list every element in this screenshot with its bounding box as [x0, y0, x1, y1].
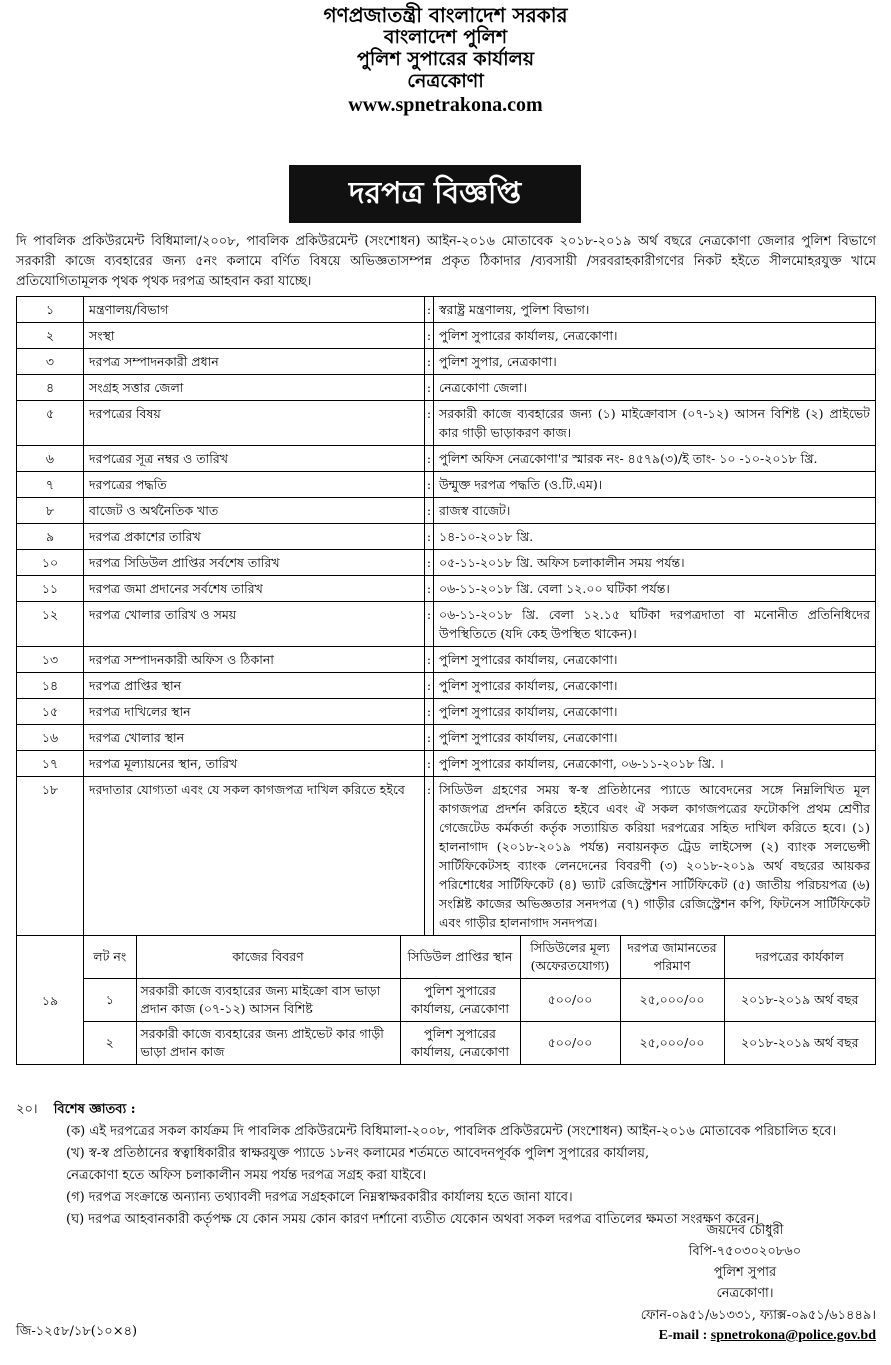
lot-number: ১: [84, 979, 136, 1022]
row-value: পুলিশ সুপারের কার্যালয়, নেত্রকোণা।: [434, 673, 876, 699]
lot-period: ২০১৮-২০১৯ অর্থ বছর: [724, 1022, 875, 1065]
table-row: [17, 375, 876, 401]
note-gha: (ঘ) দরপত্র আহবানকারী কর্তৃপক্ষ যে কোন সময় কোন কারণ দর্শানো ব্যতীত যেকোন অথবা সকল দরপত্র বাতিলের ক্ষমতা সংরক্ষণ করেন।: [66, 1212, 760, 1227]
table-row: [17, 699, 876, 725]
row-colon: :: [425, 647, 434, 673]
row-number: ১৪: [17, 673, 84, 699]
office-title: পুলিশ সুপারের কার্যালয়: [356, 48, 535, 70]
table-row: [17, 673, 876, 699]
row-colon: :: [425, 550, 434, 576]
row-value: ০৫-১১-২০১৮ খ্রি. অফিস চলাকালীন সময় পর্যন্ত।: [434, 550, 876, 576]
row-number: ৯: [17, 524, 84, 550]
table-row: [17, 472, 876, 498]
signatory-name: জয়দেব চৌধুরী: [706, 1223, 784, 1238]
row-label: দরপত্র সিডিউল প্রাপ্তির সর্বশেষ তারিখ: [84, 550, 425, 576]
row-number: ১: [17, 297, 84, 323]
note-kha-line1: (খ) স্ব-স্ব প্রতিষ্ঠানের স্বত্বাধিকারীর স্বাক্ষরযুক্ত প্যাডে ১৮নং কলামের শর্তমতে আবেদনপূর্বক পুলিশ সুপারের কার্যালয়,: [66, 1146, 650, 1161]
row-number: ৩: [17, 349, 84, 375]
row-number: ৫: [17, 401, 84, 446]
row-colon: :: [425, 751, 434, 777]
phone-fax: ফোন-০৯৫১/৬১৩৩১, ফ্যাক্স-০৯৫১/৬১৪৪৯।: [640, 1308, 876, 1323]
row-value: নেত্রকোণা জেলা।: [434, 375, 876, 401]
row-label: দরপত্র জমা প্রদানের সর্বশেষ তারিখ: [84, 576, 425, 602]
row-value: পুলিশ সুপারের কার্যালয়, নেত্রকোণা।: [434, 647, 876, 673]
row-colon: :: [425, 446, 434, 472]
table-row: [17, 576, 876, 602]
signature-block: [600, 1220, 890, 1304]
lot-place: পুলিশ সুপারের কার্যালয়, নেত্রকোণা: [400, 1022, 520, 1065]
intro-paragraph: দি পাবলিক প্রকিউরমেন্ট বিধিমালা/২০০৮, পাবলিক প্রকিউরমেন্ট (সংশোধন) আইন-২০১৬ মোতাবেক ২০১৮-২০১৯ অর্থ বছরে নেত্রকোণা জেলার পুলিশ বিভাগে সরকারী কাজে ব্যবহারের জন্য ৫নং কলামে বর্ণিত বিষয়ে অভিজ্ঞতাসম্পন্ন প্রকৃত ঠিকাদার /ব্যবসায়ী /সরবরাহকারীগণের নিকট হইতে সীলমোহরযুক্ত খামে প্রতিযোগিতামূলক পৃথক পৃথক দরপত্র আহবান করা যাচ্ছে।: [16, 234, 876, 289]
lots-header-price: সিডিউলের মূল্য (অফেরতযোগ্য): [520, 936, 620, 979]
row-label: দরপত্র সম্পাদনকারী প্রধান: [84, 349, 425, 375]
row-label: দরপত্র খোলার স্থান: [84, 725, 425, 751]
row-number: ২: [17, 323, 84, 349]
lot-price: ৫০০/০০: [520, 1022, 620, 1065]
lots-header-period: দরপত্রের কার্যকাল: [724, 936, 875, 979]
row-value: পুলিশ সুপারের কার্যালয়, নেত্রকোণা, ০৬-১১-২০১৮ খ্রি. ।: [434, 751, 876, 777]
table-row: [17, 524, 876, 550]
row-colon: :: [425, 401, 434, 446]
table-row: [17, 323, 876, 349]
row-colon: :: [425, 524, 434, 550]
row-value: উন্মুক্ত দরপত্র পদ্ধতি (ও.টি.এম)।: [434, 472, 876, 498]
row-colon: :: [425, 375, 434, 401]
row-number: ১৮: [17, 777, 84, 936]
table-row: [17, 446, 876, 472]
row-value: পুলিশ সুপারের কার্যালয়, নেত্রকোণা।: [434, 699, 876, 725]
notes-number: ২০।: [16, 1102, 38, 1117]
lot-row: [84, 1022, 875, 1065]
row-colon: :: [425, 777, 434, 936]
row-value: সিডিউল গ্রহণের সময় স্ব-স্ব প্রতিষ্ঠানের প্যাডে আবেদনের সঙ্গে নিম্নলিখিত মূল কাগজপত্র প্রদর্শন করিতে হইবে এবং ঐ সকল কাগজপত্রের ফটোকপি প্রথম শ্রেণীর গেজেটেড কর্মকর্তা কর্তৃক সত্যায়িত করিয়া দরপত্রের সহিত দাখিল করিতে হবে। (১) হালনাগাদ (২০১৮-২০১৯ পর্যন্ত) নবায়নকৃত ট্রেড লাইসেন্স (২) ব্যাংক সলভেন্সী সার্টিফিকেটসহ ব্যাংক লেনদেনের বিবরণী (৩) ২০১৮-২০১৯ অর্থ বছরের আয়কর পরিশোধের সার্টিফিকেট (৪) ভ্যাট রেজিস্ট্রেশন সার্টিফিকেট (৫) জাতীয় পরিচয়পত্র (৬) সংশ্লিষ্ট কাজের অভিজ্ঞতার সনদপত্র (৭) গাড়ীর রেজিস্ট্রেশন কপি, ফিটনেস সার্টিফিকেট এবং গাড়ীর হালনাগাদ সনদপত্র।: [434, 777, 876, 936]
row-number: ৪: [17, 375, 84, 401]
table-row-19: [17, 936, 876, 1065]
row-label: সংগ্রহ সত্তার জেলা: [84, 375, 425, 401]
lot-number: ২: [84, 1022, 136, 1065]
tender-notice-banner: দরপত্র বিজ্ঞপ্তি: [289, 165, 581, 223]
row-value: পুলিশ সুপারের কার্যালয়, নেত্রকোণা।: [434, 323, 876, 349]
row-number: ১৯: [17, 936, 84, 1065]
row-number: ১৫: [17, 699, 84, 725]
row-value: পুলিশ সুপার, নেত্রকাণা।: [434, 349, 876, 375]
row-label: দরপত্র প্রাপ্তির স্থান: [84, 673, 425, 699]
row-value: ০৬-১১-২০১৮ খ্রি. বেলা ১২.০০ ঘটিকা পর্যন্ত।: [434, 576, 876, 602]
row-value: স্বরাষ্ট্র মন্ত্রণালয়, পুলিশ বিভাগ।: [434, 297, 876, 323]
row-number: ১০: [17, 550, 84, 576]
lots-header-desc: কাজের বিবরণ: [136, 936, 400, 979]
lot-price: ৫০০/০০: [520, 979, 620, 1022]
website-link[interactable]: www.spnetrakona.com: [348, 94, 543, 116]
lot-security: ২৫,০০০/০০: [620, 1022, 724, 1065]
row-label: দরপত্রের বিষয়: [84, 401, 425, 446]
row-colon: :: [425, 699, 434, 725]
row-colon: :: [425, 498, 434, 524]
row-number: ১১: [17, 576, 84, 602]
govt-press-code: জি-১২৫৮/১৮(১০×৪): [16, 1324, 138, 1339]
row-number: ১৭: [17, 751, 84, 777]
note-ka: (ক) এই দরপত্রের সকল কার্যক্রম দি পাবলিক প্রকিউরমেন্ট বিধিমালা-২০০৮, পাবলিক প্রকিউরমেন্ট (সংশোধন) আইন-২০১৬ মোতাবেক পরিচালিত হবে।: [66, 1124, 837, 1139]
row-colon: :: [425, 725, 434, 751]
table-row: [17, 349, 876, 375]
lots-table: [84, 936, 875, 1064]
signatory-place: নেত্রকোণা।: [716, 1286, 774, 1301]
police-title: বাংলাদেশ পুলিশ: [383, 26, 508, 48]
notes-title: বিশেষ জ্ঞাতব্য :: [53, 1102, 136, 1117]
row-value: ০৬-১১-২০১৮ খ্রি. বেলা ১২.১৫ ঘটিকা দরপত্রদাতা বা মনোনীত প্রতিনিধিদের উপস্থিতিতে (যদি কেহ উপস্থিত থাকেন)।: [434, 602, 876, 647]
govt-title: গণপ্রজাতন্ত্রী বাংলাদেশ সরকার: [323, 3, 568, 27]
table-row: [17, 751, 876, 777]
row-value: ১৪-১০-২০১৮ খ্রি.: [434, 524, 876, 550]
row-number: ১২: [17, 602, 84, 647]
row-label: বাজেট ও অর্থনৈতিক খাত: [84, 498, 425, 524]
district-title: নেত্রকোণা: [407, 70, 484, 92]
note-kha-line2: নেত্রকোণা হতে অফিস চলাকালীন সময় পর্যন্ত দরপত্র সগ্রহ করা যাইবে।: [66, 1168, 427, 1183]
row-colon: :: [425, 673, 434, 699]
row-value: পুলিশ সুপারের কার্যালয়, নেত্রকোণা।: [434, 725, 876, 751]
table-row: [17, 777, 876, 936]
row-label: দরপত্র দাখিলের স্থান: [84, 699, 425, 725]
row-number: ৮: [17, 498, 84, 524]
signatory-bp: বিপি-৭৫০৩০২০৮৬০: [688, 1244, 802, 1259]
row-colon: :: [425, 323, 434, 349]
table-row: [17, 647, 876, 673]
row-label: দরপত্র খোলার তারিখ ও সময়: [84, 602, 425, 647]
row-number: ৭: [17, 472, 84, 498]
signatory-designation: পুলিশ সুপার: [713, 1265, 777, 1280]
row-label: দরপত্র প্রকাশের তারিখ: [84, 524, 425, 550]
row-label: দরপত্রের সূত্র নম্বর ও তারিখ: [84, 446, 425, 472]
row-colon: :: [425, 297, 434, 323]
special-notes: [16, 1099, 876, 1231]
row-label: সংস্থা: [84, 323, 425, 349]
lot-place: পুলিশ সুপারের কার্যালয়, নেত্রকোণা: [400, 979, 520, 1022]
tender-details-table: [16, 296, 876, 1065]
row-number: ১৩: [17, 647, 84, 673]
row-number: ১৬: [17, 725, 84, 751]
row-colon: :: [425, 576, 434, 602]
row-value: পুলিশ অফিস নেত্রকোণা'র স্মারক নং- ৪৫৭৯(৩)/ই তাং- ১০ -১০-২০১৮ খ্রি.: [434, 446, 876, 472]
email-link[interactable]: spnetrokona@police.gov.bd: [710, 1328, 876, 1343]
row-value: সরকারী কাজে ব্যবহারের জন্য (১) মাইক্রোবাস (০৭-১২) আসন বিশিষ্ট (২) প্রাইভেট কার গাড়ী ভাড়াকরণ কাজ।: [434, 401, 876, 446]
email-line: [580, 1326, 876, 1346]
row-colon: :: [425, 602, 434, 647]
table-row: [17, 602, 876, 647]
document-header: [0, 4, 891, 116]
lot-description: সরকারী কাজে ব্যবহারের জন্য মাইক্রো বাস ভাড়া প্রদান কাজ (০৭-১২) আসন বিশিষ্ট: [136, 979, 400, 1022]
lots-header-row: [84, 936, 875, 979]
row-label: মন্ত্রণালয়/বিভাগ: [84, 297, 425, 323]
lot-security: ২৫,০০০/০০: [620, 979, 724, 1022]
contact-block: [580, 1306, 876, 1346]
email-label: E-mail :: [658, 1328, 708, 1343]
row-label: দরদাতার যোগ্যতা এবং যে সকল কাগজপত্র দাখিল করিতে হইবে: [84, 777, 425, 936]
row-number: ৬: [17, 446, 84, 472]
row-colon: :: [425, 349, 434, 375]
row-label: দরপত্র মূল্যায়নের স্থান, তারিখ: [84, 751, 425, 777]
table-row: [17, 401, 876, 446]
table-row: [17, 725, 876, 751]
lot-period: ২০১৮-২০১৯ অর্থ বছর: [724, 979, 875, 1022]
lot-description: সরকারী কাজে ব্যবহারের জন্য প্রাইভেট কার গাড়ী ভাড়া প্রদান কাজ: [136, 1022, 400, 1065]
row-label: দরপত্র সম্পাদনকারী অফিস ও ঠিকানা: [84, 647, 425, 673]
lots-header-place: সিডিউল প্রাপ্তির স্থান: [400, 936, 520, 979]
lots-cell: [84, 936, 876, 1065]
row-value: রাজস্ব বাজেট।: [434, 498, 876, 524]
table-row: [17, 297, 876, 323]
row-colon: :: [425, 472, 434, 498]
note-ga: (গ) দরপত্র সংক্রান্তে অন্যান্য তথ্যাবলী দরপত্র সগ্রহকালে নিম্নস্বাক্ষরকারীর কার্যালয় হতে জানা যাবে।: [66, 1190, 573, 1205]
lots-header-lot: লট নং: [84, 936, 136, 979]
notes-heading: [16, 1099, 876, 1121]
table-row: [17, 498, 876, 524]
lot-row: [84, 979, 875, 1022]
row-label: দরপত্রের পদ্ধতি: [84, 472, 425, 498]
lots-header-security: দরপত্র জামানতের পরিমাণ: [620, 936, 724, 979]
table-row: [17, 550, 876, 576]
